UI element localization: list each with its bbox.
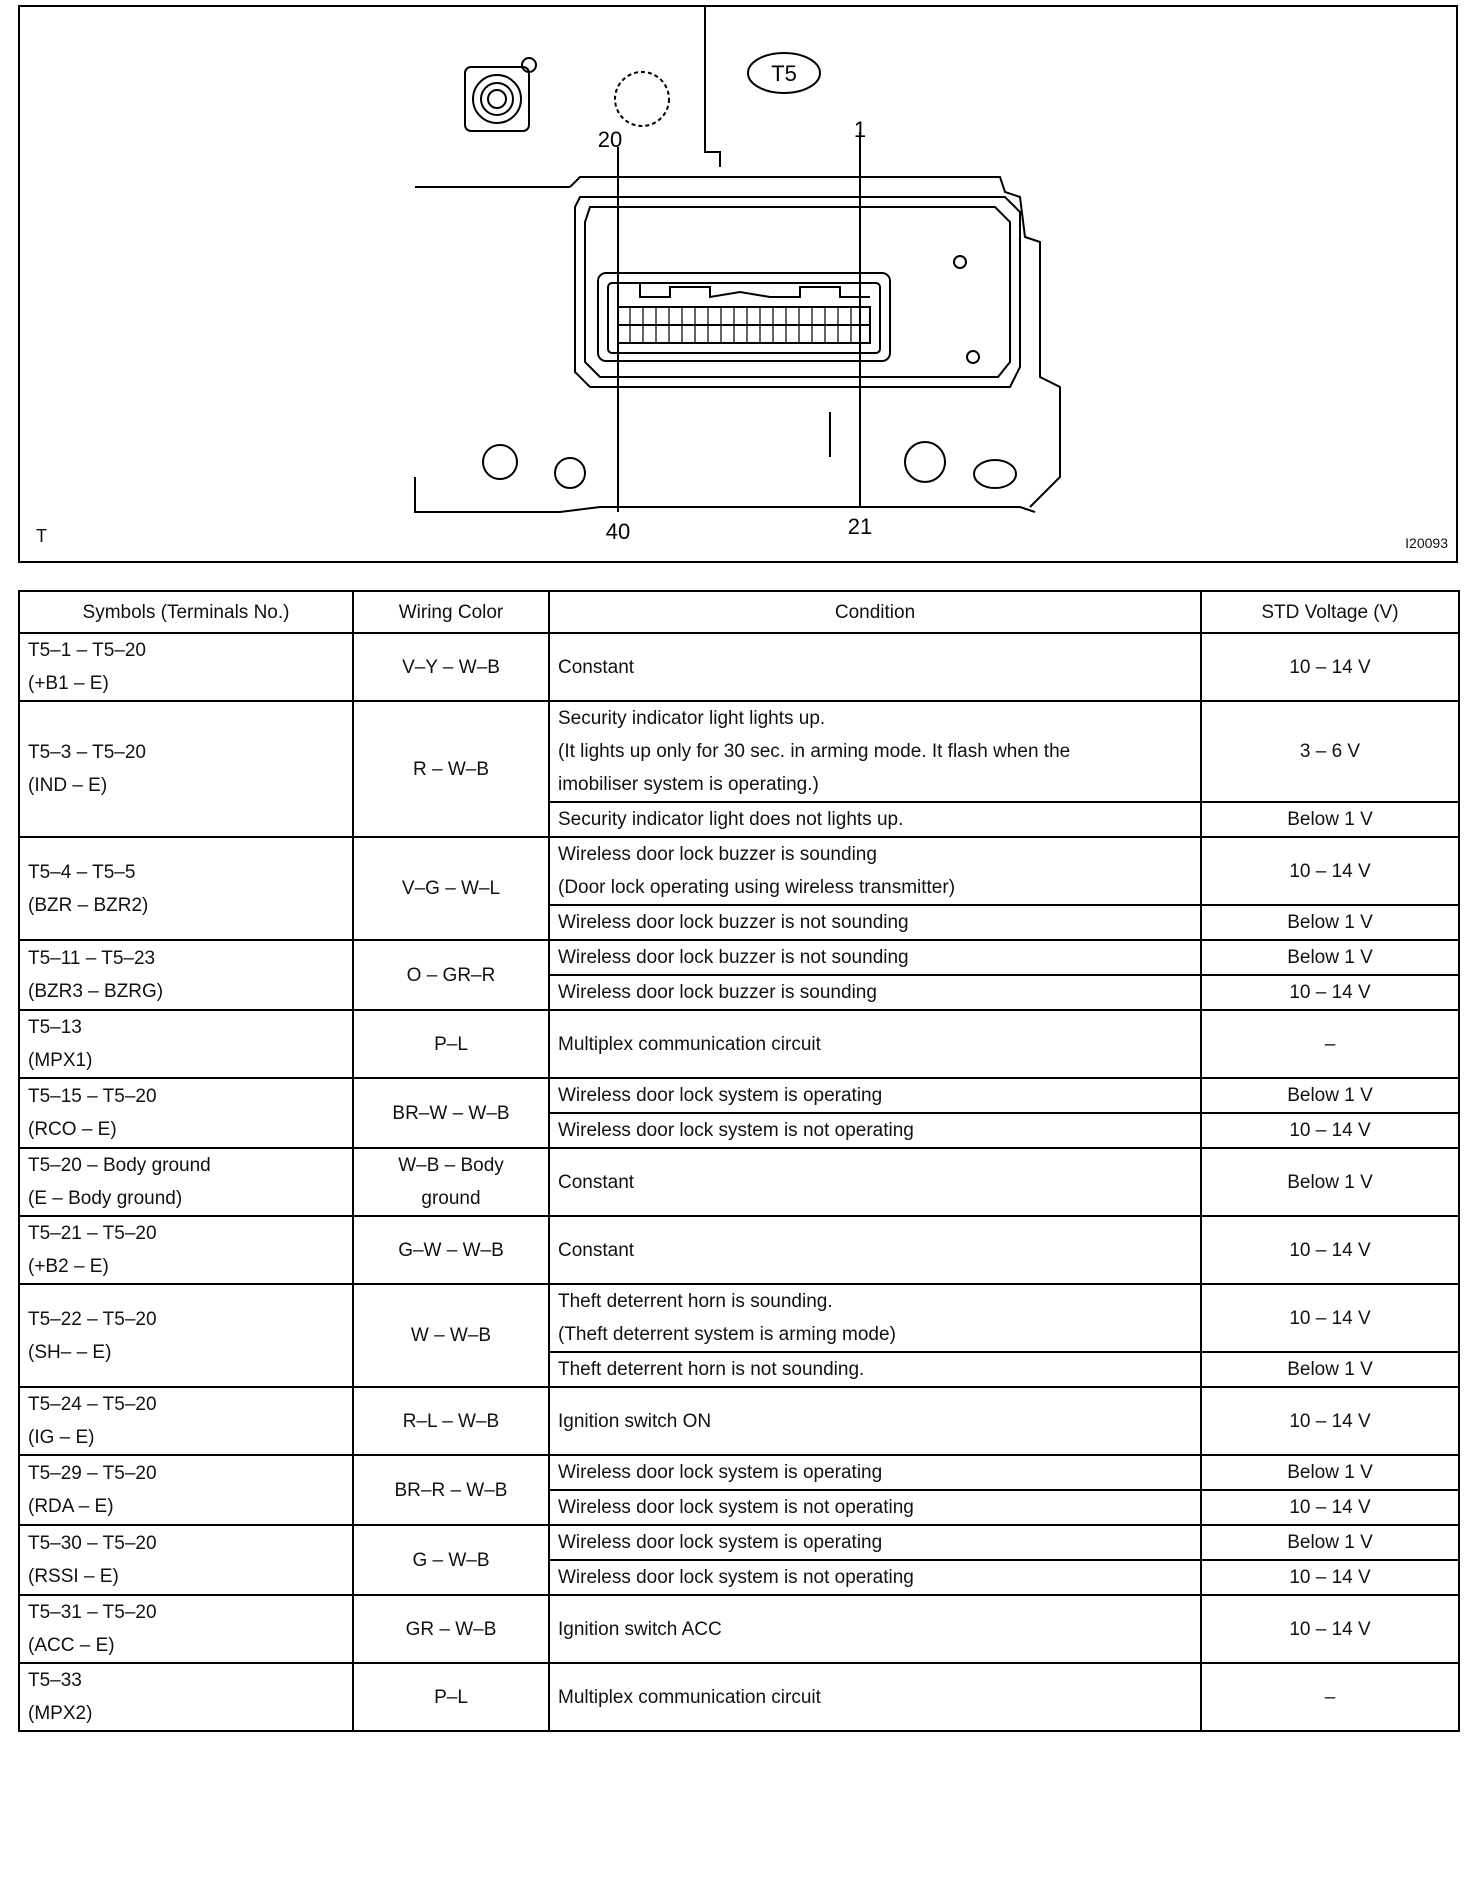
wiring-color-line: O – GR–R [406, 964, 496, 986]
terminal-symbol-line: (BZR3 – BZRG) [28, 981, 164, 1002]
table-body [19, 633, 1459, 1731]
condition-cell [549, 1148, 1201, 1216]
condition-cell [549, 940, 1201, 975]
std-voltage-cell: 10 – 14 V [1201, 837, 1459, 905]
condition-cell [549, 802, 1201, 837]
table-row [19, 837, 1459, 905]
table-row [19, 1455, 1459, 1490]
std-voltage-cell: – [1201, 1010, 1459, 1078]
std-voltage-cell: 10 – 14 V [1201, 1560, 1459, 1595]
terminal-symbol-line: T5–21 – T5–20 [28, 1223, 157, 1244]
condition-line: Wireless door lock buzzer is not sounding [558, 912, 909, 933]
wiring-color-line: P–L [434, 1033, 468, 1055]
terminal-symbol-cell [19, 1663, 353, 1731]
std-voltage-cell: Below 1 V [1201, 1455, 1459, 1490]
terminal-symbol-line: T5–4 – T5–5 [28, 861, 136, 883]
pin-label-20: 20 [597, 127, 623, 152]
terminal-symbol-line: T5–30 – T5–20 [28, 1533, 157, 1554]
terminal-symbol-cell [19, 1525, 353, 1595]
table-row [19, 633, 1459, 701]
terminal-symbol-line: (ACC – E) [28, 1635, 115, 1656]
condition-line: Theft deterrent horn is sounding. [558, 1291, 833, 1312]
terminal-symbol-cell [19, 701, 353, 837]
figure-corner-label: T [36, 526, 47, 546]
terminal-symbol-line: (BZR – BZR2) [28, 894, 149, 916]
terminal-symbol-line: T5–13 [28, 1017, 82, 1038]
wiring-color-line: R–L – W–B [402, 1410, 500, 1432]
condition-cell [549, 1352, 1201, 1387]
terminal-symbol-cell [19, 837, 353, 940]
std-voltage-cell: Below 1 V [1201, 1352, 1459, 1387]
condition-line: Multiplex communication circuit [558, 1033, 821, 1055]
condition-line: Constant [558, 1171, 635, 1193]
wiring-color-line: W–B – Body [398, 1155, 504, 1176]
condition-line: Wireless door lock buzzer is sounding [558, 844, 877, 865]
terminal-symbol-cell [19, 1284, 353, 1387]
terminal-symbol-cell [19, 1387, 353, 1455]
std-voltage-cell: 10 – 14 V [1201, 1113, 1459, 1148]
condition-line: (Theft deterrent system is arming mode) [558, 1324, 896, 1345]
wiring-color-cell [353, 1455, 549, 1525]
condition-line: Wireless door lock system is operating [558, 1462, 883, 1483]
condition-line: (Door lock operating using wireless transmitter) [558, 877, 956, 898]
table-header-row [19, 591, 1459, 633]
table-row [19, 1525, 1459, 1560]
wiring-color-cell [353, 1595, 549, 1663]
condition-line: Security indicator light does not lights up. [558, 809, 904, 830]
condition-line: imobiliser system is operating.) [558, 774, 819, 795]
connector-label: T5 [771, 61, 797, 86]
terminal-symbol-line: T5–22 – T5–20 [28, 1308, 157, 1330]
std-voltage-cell: Below 1 V [1201, 1078, 1459, 1113]
terminal-symbol-cell [19, 1455, 353, 1525]
terminal-symbol-cell [19, 940, 353, 1010]
condition-line: Wireless door lock buzzer is not sounding [558, 947, 909, 968]
std-voltage-cell: 10 – 14 V [1201, 1490, 1459, 1525]
table-row [19, 1148, 1459, 1216]
condition-line: Wireless door lock system is not operating [558, 1497, 914, 1518]
header-wiring-color: Wiring Color [353, 591, 549, 633]
wiring-color-line: V–Y – W–B [402, 656, 500, 678]
wiring-color-line: G–W – W–B [398, 1239, 504, 1261]
condition-cell [549, 837, 1201, 905]
figure-id: I20093 [1405, 535, 1448, 551]
terminal-symbol-line: (MPX1) [28, 1050, 93, 1071]
wiring-color-line: GR – W–B [405, 1618, 497, 1640]
std-voltage-cell: 10 – 14 V [1201, 1216, 1459, 1284]
condition-cell [549, 1387, 1201, 1455]
terminal-symbol-cell [19, 1595, 353, 1663]
condition-line: Security indicator light lights up. [558, 708, 826, 729]
figure-labels [20, 7, 1456, 561]
wiring-color-cell [353, 1387, 549, 1455]
header-std-voltage: STD Voltage (V) [1201, 591, 1459, 633]
std-voltage-cell: Below 1 V [1201, 940, 1459, 975]
condition-line: Wireless door lock system is not operating [558, 1567, 914, 1588]
condition-cell [549, 1595, 1201, 1663]
wiring-color-cell [353, 1663, 549, 1731]
std-voltage-cell: Below 1 V [1201, 905, 1459, 940]
condition-cell [549, 1525, 1201, 1560]
wiring-color-line: BR–W – W–B [392, 1102, 510, 1124]
condition-line: Ignition switch ON [558, 1410, 712, 1432]
condition-line: Wireless door lock system is operating [558, 1085, 883, 1106]
terminal-symbol-line: T5–11 – T5–23 [28, 948, 156, 969]
std-voltage-cell: – [1201, 1663, 1459, 1731]
std-voltage-cell: Below 1 V [1201, 802, 1459, 837]
wiring-color-line: V–G – W–L [401, 878, 501, 899]
table-row [19, 1010, 1459, 1078]
wiring-color-cell [353, 837, 549, 940]
terminal-symbol-line: (RSSI – E) [28, 1566, 119, 1587]
std-voltage-cell: Below 1 V [1201, 1148, 1459, 1216]
wiring-color-cell [353, 701, 549, 837]
std-voltage-cell: 10 – 14 V [1201, 633, 1459, 701]
table-row [19, 940, 1459, 975]
pin-label-40: 40 [605, 519, 631, 544]
terminal-symbol-line: T5–33 [28, 1670, 82, 1691]
wiring-color-line: BR–R – W–B [394, 1479, 508, 1501]
condition-cell [549, 633, 1201, 701]
wiring-color-cell [353, 1284, 549, 1387]
condition-cell [549, 701, 1201, 802]
header-symbols: Symbols (Terminals No.) [19, 591, 353, 633]
terminal-symbol-cell [19, 1148, 353, 1216]
wiring-color-line: ground [421, 1188, 481, 1209]
wiring-color-cell [353, 1148, 549, 1216]
wiring-color-line: W – W–B [410, 1325, 492, 1346]
std-voltage-cell: 10 – 14 V [1201, 1595, 1459, 1663]
terminal-symbol-line: (E – Body ground) [28, 1188, 183, 1209]
condition-cell [549, 1490, 1201, 1525]
wiring-color-cell [353, 940, 549, 1010]
std-voltage-cell: 3 – 6 V [1201, 701, 1459, 802]
header-condition: Condition [549, 591, 1201, 633]
table-row [19, 1595, 1459, 1663]
pin-label-21: 21 [847, 514, 873, 539]
terminal-symbol-line: (+B1 – E) [28, 673, 109, 694]
wiring-color-cell [353, 1525, 549, 1595]
condition-cell [549, 1663, 1201, 1731]
condition-cell [549, 1216, 1201, 1284]
condition-cell [549, 1455, 1201, 1490]
condition-line: Constant [558, 656, 635, 678]
condition-line: Wireless door lock system is not operating [558, 1120, 914, 1141]
condition-cell [549, 1078, 1201, 1113]
condition-cell [549, 1284, 1201, 1352]
terminal-symbol-line: T5–1 – T5–20 [28, 640, 146, 661]
terminal-symbol-line: (+B2 – E) [28, 1256, 109, 1277]
terminal-voltage-table [18, 590, 1460, 1732]
connector-figure [18, 5, 1458, 563]
condition-line: Ignition switch ACC [558, 1618, 722, 1640]
wiring-color-line: G – W–B [412, 1549, 490, 1571]
wiring-color-cell [353, 633, 549, 701]
condition-line: Wireless door lock system is operating [558, 1532, 883, 1553]
terminal-symbol-line: (RCO – E) [28, 1119, 117, 1140]
terminal-symbol-cell [19, 633, 353, 701]
condition-cell [549, 975, 1201, 1010]
wiring-color-cell [353, 1010, 549, 1078]
std-voltage-cell: 10 – 14 V [1201, 1284, 1459, 1352]
std-voltage-cell: Below 1 V [1201, 1525, 1459, 1560]
wiring-color-line: P–L [434, 1686, 468, 1708]
terminal-symbol-line: (IG – E) [28, 1427, 95, 1448]
wiring-color-cell [353, 1078, 549, 1148]
terminal-symbol-line: (RDA – E) [28, 1496, 114, 1517]
condition-line: Constant [558, 1239, 635, 1261]
condition-cell [549, 1560, 1201, 1595]
std-voltage-cell: 10 – 14 V [1201, 1387, 1459, 1455]
terminal-symbol-line: T5–20 – Body ground [28, 1155, 211, 1176]
terminal-symbol-line: (MPX2) [28, 1703, 93, 1724]
table-row [19, 1663, 1459, 1731]
condition-line: Wireless door lock buzzer is sounding [558, 982, 877, 1003]
condition-line: Theft deterrent horn is not sounding. [558, 1359, 865, 1380]
table-row [19, 1216, 1459, 1284]
terminal-symbol-line: T5–3 – T5–20 [28, 742, 146, 763]
terminal-symbol-line: (IND – E) [28, 775, 108, 796]
terminal-symbol-line: T5–24 – T5–20 [28, 1394, 157, 1415]
terminal-symbol-cell [19, 1216, 353, 1284]
condition-cell [549, 1113, 1201, 1148]
wiring-color-line: R – W–B [412, 758, 490, 780]
wiring-color-cell [353, 1216, 549, 1284]
terminal-symbol-cell [19, 1078, 353, 1148]
terminal-symbol-line: T5–15 – T5–20 [28, 1086, 157, 1107]
table-row [19, 1284, 1459, 1352]
terminal-symbol-line: (SH– – E) [28, 1341, 112, 1363]
condition-line: (It lights up only for 30 sec. in arming mode. It flash when the [558, 741, 1071, 762]
table-row [19, 1387, 1459, 1455]
table-row [19, 701, 1459, 802]
condition-line: Multiplex communication circuit [558, 1686, 821, 1708]
terminal-symbol-line: T5–29 – T5–20 [28, 1463, 157, 1484]
terminal-symbol-cell [19, 1010, 353, 1078]
table-row [19, 1078, 1459, 1113]
pin-label-1: 1 [853, 117, 867, 142]
terminal-symbol-line: T5–31 – T5–20 [28, 1602, 157, 1623]
condition-cell [549, 905, 1201, 940]
std-voltage-cell: 10 – 14 V [1201, 975, 1459, 1010]
condition-cell [549, 1010, 1201, 1078]
